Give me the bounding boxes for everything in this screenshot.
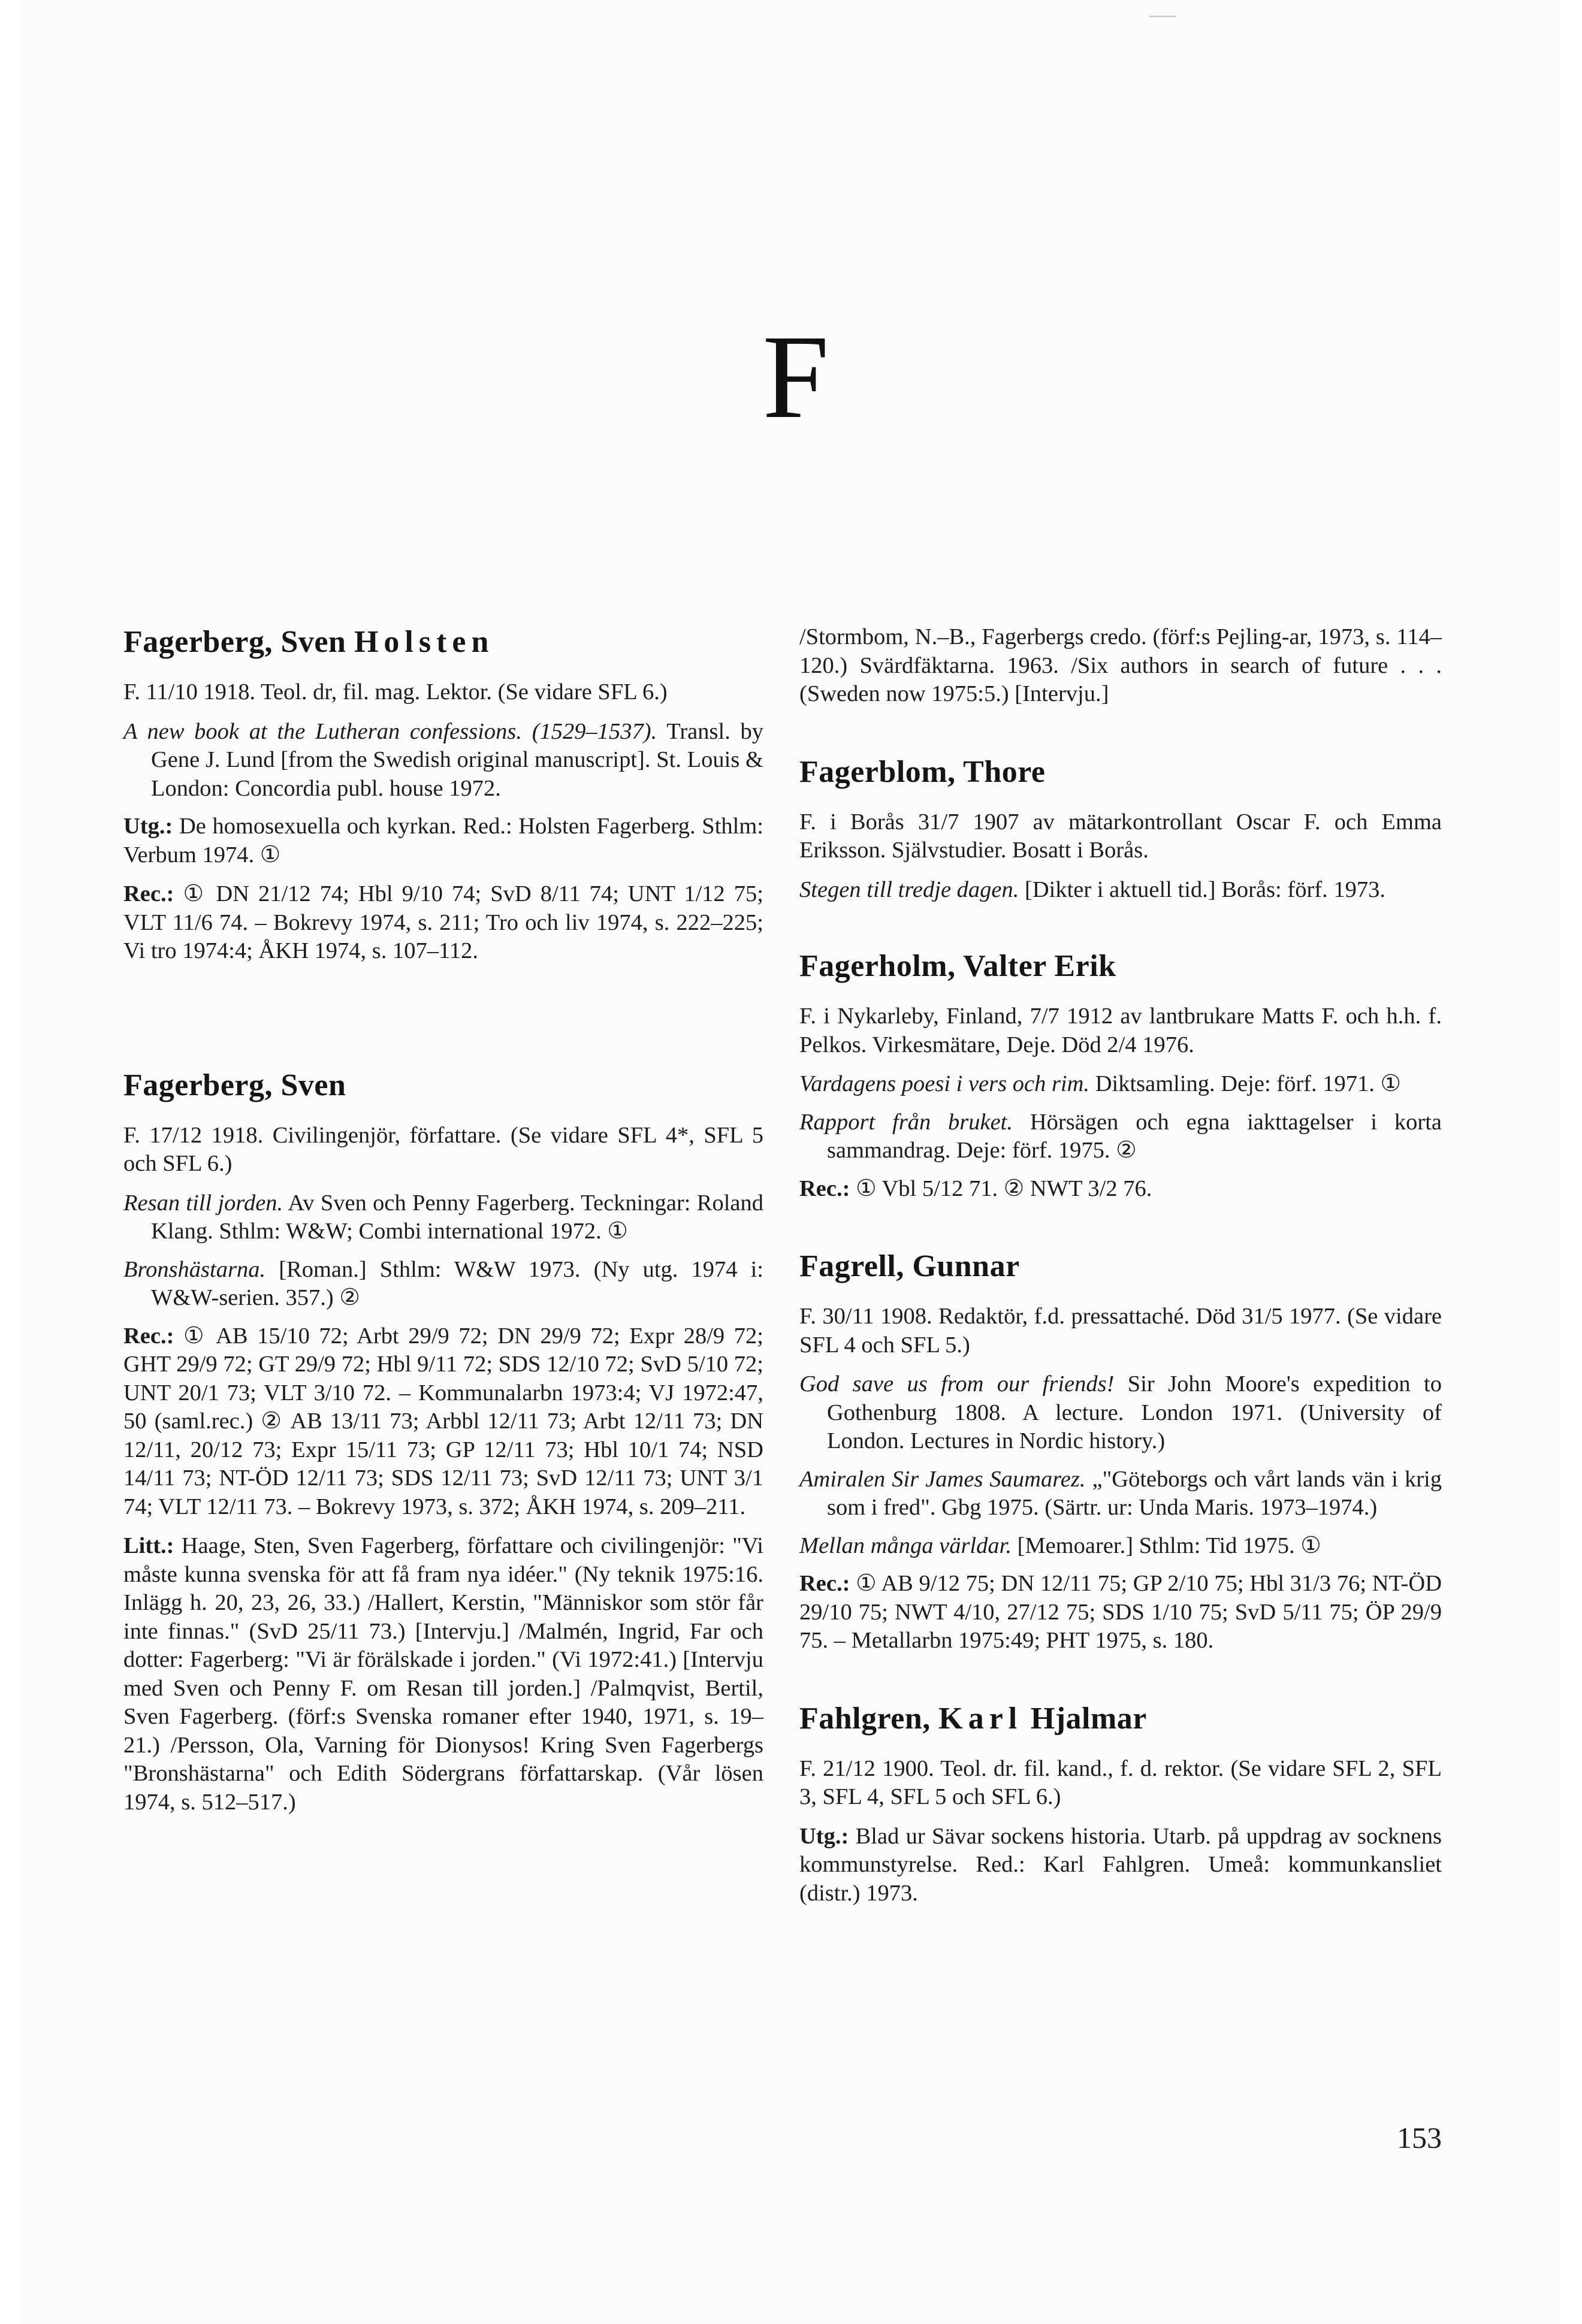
spacer	[799, 1666, 1442, 1700]
spacer	[799, 1214, 1442, 1247]
work-details: Sir John Moore's expedition to Gothenburg 1808. A lecture. London 1971. (University of London. Lectures in Nordic history.)	[827, 1371, 1442, 1453]
entry-bio: F. i Borås 31/7 1907 av mätarkontrollant Oscar F. och Emma Eriksson. Självstudier. Bosatt i Borås.	[799, 809, 1442, 863]
edition-text: De homosexuella och kyrkan. Red.: Holsten Fagerberg. Sthlm: Verbum 1974. ①	[123, 814, 763, 868]
work-entry	[799, 1465, 1442, 1522]
reviews	[799, 1175, 1442, 1204]
spacer	[799, 914, 1442, 947]
reviews-text: ① Vbl 5/12 71. ② NWT 3/2 76.	[850, 1175, 1152, 1201]
work-entry	[799, 1108, 1442, 1165]
entry-heading: Fagerberg, Sven	[123, 1068, 346, 1102]
work-title: God save us from our friends!	[799, 1371, 1115, 1397]
scan-mark	[1149, 16, 1176, 17]
literature	[123, 1532, 763, 1817]
work-details: [Dikter i aktuell tid.] Borås: förf. 1973.	[1019, 877, 1385, 902]
right-column	[799, 623, 1442, 1918]
work-entry	[799, 1070, 1442, 1099]
entry-heading: Fagerholm, Valter Erik	[799, 949, 1116, 983]
work-title: Amiralen Sir James Saumarez.	[799, 1466, 1086, 1492]
label-rec: Rec.:	[123, 881, 174, 906]
entry-fahlgren	[799, 1700, 1442, 1908]
work-details: Av Sven och Penny Fagerberg. Teckningar: Roland Klang. Sthlm: W&W; Combi international 1972. ①	[151, 1190, 763, 1244]
work-entry	[123, 1189, 763, 1246]
reviews	[123, 880, 763, 966]
entry-fagerberg-sven	[123, 1066, 763, 1817]
heading-spaced-name: Holsten	[354, 625, 494, 659]
reviews-text: ① DN 21/12 74; Hbl 9/10 74; SvD 8/11 74; UNT 1/12 75; VLT 11/6 74. – Bokrevy 1974, s. 211; Tro och liv 1974, s. 222–225; Vi tro 1974:4; ÅKH 1974, s. 107–112.	[123, 881, 763, 963]
label-utg: Utg.:	[799, 1823, 849, 1849]
entry-bio: F. i Nykarleby, Finland, 7/7 1912 av lantbrukare Matts F. och h.h. f. Pelkos. Virkesmätare, Deje. Död 2/4 1976.	[799, 1004, 1442, 1057]
work-title: Rapport från bruket.	[799, 1109, 1013, 1135]
entry-fagerberg-holsten	[123, 623, 763, 966]
entry-fagerblom	[799, 753, 1442, 905]
work-entry	[123, 1256, 763, 1313]
heading-name: Fahlgren,	[799, 1701, 939, 1736]
spacer	[799, 720, 1442, 753]
spacer	[123, 977, 763, 1066]
entry-heading	[123, 623, 763, 661]
reviews	[799, 1570, 1442, 1655]
work-details: Transl. by Gene J. Lund [from the Swedish original manuscript]. St. Louis & London: Concordia publ. house 1972.	[151, 718, 763, 801]
work-details: Diktsamling. Deje: förf. 1971. ①	[1089, 1071, 1402, 1096]
reviews-text: ① AB 9/12 75; DN 12/11 75; GP 2/10 75; Hbl 31/3 76; NT-ÖD 29/10 75; NWT 4/10, 27/12 75; SDS 1/10 75; SvD 5/11 75; ÖP 29/9 75. – Metallarbn 1975:49; PHT 1975, s. 180.	[799, 1571, 1442, 1653]
work-title: Mellan många världar.	[799, 1533, 1012, 1558]
entry-fagrell	[799, 1247, 1442, 1655]
edition-note	[799, 1823, 1442, 1908]
heading-spaced-name: Karl	[938, 1701, 1023, 1736]
entry-continuation	[799, 623, 1442, 709]
work-entry	[799, 1532, 1442, 1561]
entry-bio: F. 30/11 1908. Redaktör, f.d. pressattaché. Död 31/5 1977. (Se vidare SFL 4 och SFL 5.)	[799, 1304, 1442, 1358]
work-title: Stegen till tredje dagen.	[799, 877, 1019, 902]
label-utg: Utg.:	[123, 814, 173, 839]
work-entry	[799, 876, 1442, 905]
work-details: [Roman.] Sthlm: W&W 1973. (Ny utg. 1974 i: W&W-serien. 357.) ②	[151, 1256, 763, 1310]
work-details: [Memoarer.] Sthlm: Tid 1975. ①	[1011, 1533, 1321, 1558]
work-title: Bronshästarna.	[123, 1256, 266, 1282]
label-litt: Litt.:	[123, 1533, 174, 1558]
entry-heading: Fagrell, Gunnar	[799, 1249, 1020, 1283]
left-column	[123, 623, 763, 1827]
page-number: 153	[1397, 2121, 1442, 2154]
reviews-text: ① AB 15/10 72; Arbt 29/9 72; DN 29/9 72; Expr 28/9 72; GHT 29/9 72; GT 29/9 72; Hbl 9/11 72; SDS 12/10 72; SvD 5/10 72; UNT 20/1 73; VLT 3/10 72. – Kommunalarbn 1973:4; VJ 1972:47, 50 (saml.rec.) ② AB 13/11 73; Arbbl 12/11 73; Arbt 12/11 73; DN 12/11, 20/12 73; Expr 15/11 73; GP 12/11 73; Hbl 10/1 74; NSD 14/11 73; NT-ÖD 12/11 73; SDS 12/11 73; SvD 12/11 73; UNT 3/1 74; VLT 12/11 73. – Bokrevy 1973, s. 372; ÅKH 1974, s. 209–211.	[123, 1323, 763, 1519]
entry-fagerholm	[799, 947, 1442, 1203]
label-rec: Rec.:	[799, 1175, 850, 1201]
entry-heading	[799, 1700, 1442, 1738]
work-details: „"Göteborgs och vårt lands vän i krig som i fred". Gbg 1975. (Särtr. ur: Unda Maris. 1973–1974.)	[827, 1466, 1442, 1520]
entry-heading: Fagerblom, Thore	[799, 754, 1046, 789]
reviews	[123, 1322, 763, 1522]
work-title: A new book at the Lutheran confessions. (1529–1537).	[123, 718, 657, 744]
work-details: Hörsägen och egna iakttagelser i korta sammandrag. Deje: förf. 1975. ②	[827, 1109, 1442, 1163]
edition-text: Blad ur Sävar sockens historia. Utarb. på uppdrag av socknens kommunstyrelse. Red.: Karl Fahlgren. Umeå: kommunkansliet (distr.) 1973.	[799, 1823, 1442, 1906]
work-entry	[123, 718, 763, 803]
work-title: Resan till jorden.	[123, 1190, 283, 1216]
literature-text: Haage, Sten, Sven Fagerberg, författare och civilingenjör: "Vi måste kunna svenska för att få fram nya idéer." (Ny teknik 1975:16. Inlägg h. 20, 23, 26, 33.) /Hallert, Kerstin, "Människor som stör får inte finnas." (SvD 25/11 73.) [Intervju.] /Malmén, Ingrid, Far och dotter: Fagerberg: "Vi är förälskade i jorden." (Vi 1972:41.) [Intervju med Sven och Penny F. om Resan till jorden.] /Palmqvist, Bertil, Sven Fagerberg. (förf:s Svenska romaner efter 1940, 1971, s. 19–21.) /Persson, Ola, Varning för Dionysos! Kring Sven Fagerbergs "Bronshästarna" och Edith Södergrans författarskap. (Vår lösen 1974, s. 512–517.)	[123, 1533, 763, 1815]
book-page	[23, 0, 1559, 2324]
entry-bio: F. 21/12 1900. Teol. dr. fil. kand., f. d. rektor. (Se vidare SFL 2, SFL 3, SFL 4, SFL 5 och SFL 6.)	[799, 1755, 1442, 1809]
edition-note	[123, 812, 763, 869]
section-letter: F	[762, 311, 829, 443]
entry-bio: F. 17/12 1918. Civilingenjör, författare. (Se vidare SFL 4*, SFL 5 och SFL 6.)	[123, 1122, 763, 1176]
heading-name: Fagerberg, Sven	[123, 625, 354, 659]
work-entry	[799, 1370, 1442, 1456]
heading-name-rest: Hjalmar	[1022, 1701, 1147, 1736]
continuation-text: /Stormbom, N.–B., Fagerbergs credo. (förf:s Pejling-ar, 1973, s. 114–120.) Svärdfäktarna. 1963. /Six authors in search of future . . . (Sweden now 1975:5.) [Intervju.]	[799, 624, 1442, 706]
label-rec: Rec.:	[123, 1323, 174, 1349]
entry-bio: F. 11/10 1918. Teol. dr, fil. mag. Lektor. (Se vidare SFL 6.)	[123, 679, 668, 705]
work-title: Vardagens poesi i vers och rim.	[799, 1071, 1090, 1096]
label-rec: Rec.:	[799, 1571, 850, 1596]
